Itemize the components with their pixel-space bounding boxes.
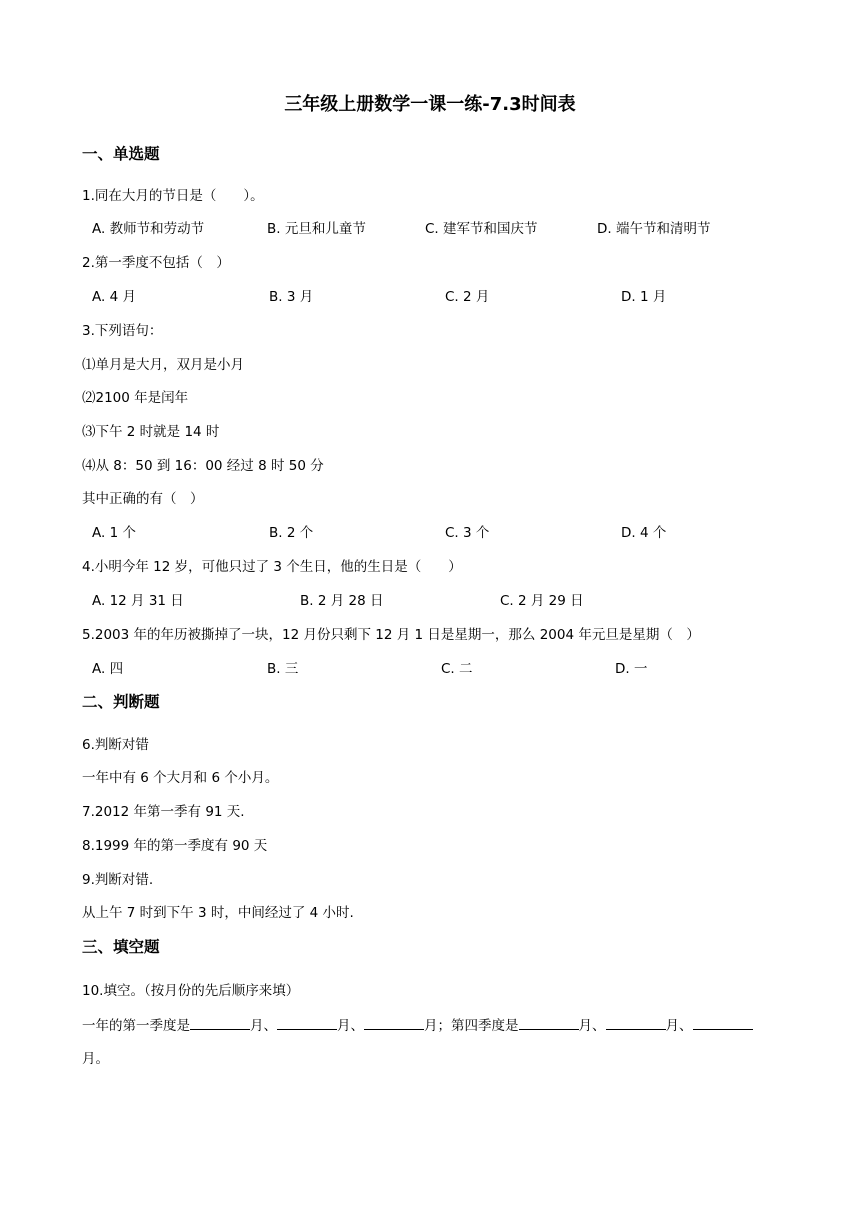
- question-5-option-b[interactable]: B. 三: [267, 661, 299, 677]
- question-10-sep-4: 月、: [578, 1018, 606, 1034]
- question-10-sep-1: 月、: [250, 1018, 277, 1034]
- question-3-option-b[interactable]: B. 2 个: [269, 525, 314, 541]
- question-3-stem: 3.下列语句：: [82, 323, 163, 339]
- question-10-prefix: 一年的第一季度是: [82, 1018, 190, 1034]
- question-5-option-c[interactable]: C. 二: [441, 661, 473, 677]
- question-9-body: 从上午 7 时到下午 3 时，中间经过了 4 小时.: [82, 905, 354, 921]
- question-8-stem: 8.1999 年的第一季度有 90 天: [82, 838, 268, 854]
- page-title: 三年级上册数学一课一练-7.3时间表: [284, 94, 576, 115]
- question-2-stem: 2.第一季度不包括（ ）: [82, 255, 230, 271]
- question-1-option-c[interactable]: C. 建军节和国庆节: [425, 221, 538, 237]
- blank-4[interactable]: [519, 1015, 579, 1030]
- question-9-stem: 9.判断对错.: [82, 872, 154, 888]
- question-3-item-3: ⑶下午 2 时就是 14 时: [82, 424, 220, 440]
- blank-2[interactable]: [277, 1015, 337, 1030]
- question-3-option-c[interactable]: C. 3 个: [445, 525, 490, 541]
- question-3-item-2: ⑵2100 年是闰年: [82, 390, 189, 406]
- question-2-option-c[interactable]: C. 2 月: [445, 289, 490, 305]
- question-3-item-1: ⑴单月是大月，双月是小月: [82, 357, 244, 373]
- question-5-option-a[interactable]: A. 四: [92, 661, 124, 677]
- question-6-stem: 6.判断对错: [82, 737, 149, 753]
- question-3-option-a[interactable]: A. 1 个: [92, 525, 136, 541]
- section-heading-true-false: 二、判断题: [82, 693, 160, 711]
- question-4-stem: 4.小明今年 12 岁，可他只过了 3 个生日，他的生日是（ ）: [82, 559, 462, 575]
- question-1-option-d[interactable]: D. 端午节和清明节: [597, 221, 711, 237]
- blank-5[interactable]: [606, 1015, 666, 1030]
- question-10-fill-line: [82, 1015, 753, 1036]
- question-3-option-d[interactable]: D. 4 个: [621, 525, 667, 541]
- section-heading-single-choice: 一、单选题: [82, 145, 160, 163]
- question-10-tail: 月。: [82, 1051, 109, 1067]
- section-heading-fill-blank: 三、填空题: [82, 938, 160, 956]
- question-5-stem: 5.2003 年的年历被撕掉了一块，12 月份只剩下 12 月 1 日是星期一，那么 2004 年元旦是星期（ ）: [82, 627, 700, 643]
- blank-1[interactable]: [190, 1015, 250, 1030]
- question-4-option-b[interactable]: B. 2 月 28 日: [300, 593, 384, 609]
- question-7-stem: 7.2012 年第一季有 91 天.: [82, 804, 245, 820]
- question-10-sep-3: 月；第四季度是: [424, 1018, 519, 1034]
- question-1-option-b[interactable]: B. 元旦和儿童节: [267, 221, 366, 237]
- question-2-option-d[interactable]: D. 1 月: [621, 289, 667, 305]
- question-3-ask: 其中正确的有（ ）: [82, 491, 204, 507]
- question-4-option-c[interactable]: C. 2 月 29 日: [500, 593, 584, 609]
- question-2-option-b[interactable]: B. 3 月: [269, 289, 314, 305]
- question-10-sep-5: 月、: [665, 1018, 693, 1034]
- question-1-option-a[interactable]: A. 教师节和劳动节: [92, 221, 205, 237]
- question-3-item-4: ⑷从 8：50 到 16：00 经过 8 时 50 分: [82, 458, 324, 474]
- question-4-option-a[interactable]: A. 12 月 31 日: [92, 593, 184, 609]
- question-10-stem: 10.填空。（按月份的先后顺序来填）: [82, 983, 300, 999]
- question-2-option-a[interactable]: A. 4 月: [92, 289, 136, 305]
- blank-3[interactable]: [364, 1015, 424, 1030]
- question-5-option-d[interactable]: D. 一: [615, 661, 648, 677]
- question-10-sep-2: 月、: [337, 1018, 364, 1034]
- blank-6[interactable]: [693, 1015, 753, 1030]
- question-1-stem: 1.同在大月的节日是（ ）。: [82, 188, 264, 204]
- question-6-body: 一年中有 6 个大月和 6 个小月。: [82, 770, 279, 786]
